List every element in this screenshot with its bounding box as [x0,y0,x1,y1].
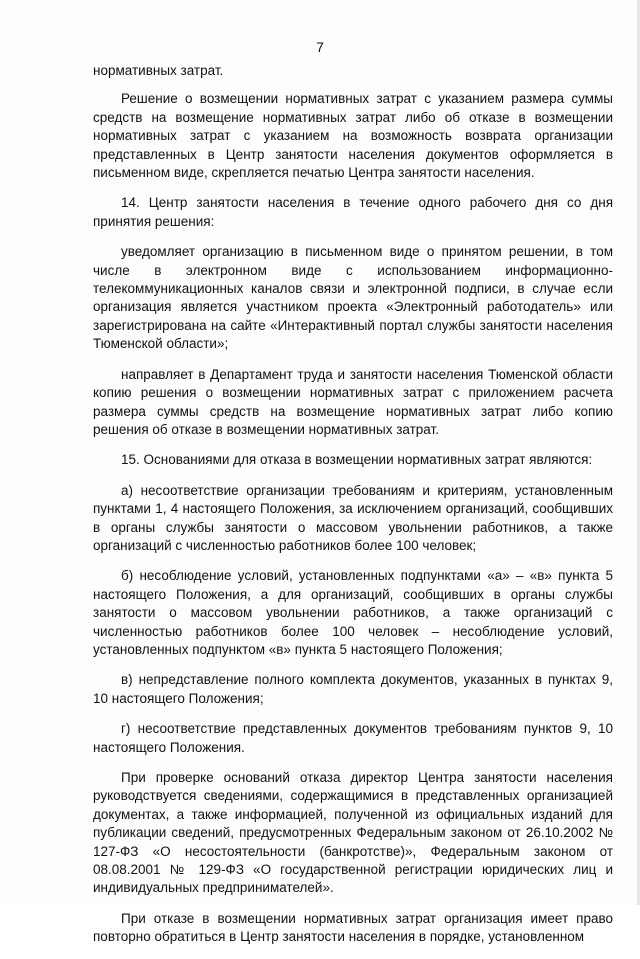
paragraph-reason-v: в) непредставление полного комплекта документов, указанных в пунктах 9, 10 настоящего Положения; [93,672,613,706]
paragraph-reapply: При отказе в возмещении нормативных затрат организация имеет право повторно обратиться в Центр занятости населения в порядке, установленном [93,910,613,945]
paragraph-item-14: 14. Центр занятости населения в течение одного рабочего дня со дня принятия решения: [93,195,613,229]
paragraph-reason-g: г) несоответствие представленных документов требованиям пунктов 9, 10 настоящего Положения. [93,721,613,755]
paragraph-item-15: 15. Основаниями для отказа в возмещении нормативных затрат являются: [121,452,593,468]
document-body [93,62,613,959]
paragraph-send-copy: направляет в Департамент труда и занятости населения Тюменской области копию решения о возмещении нормативных затрат с приложением расчета размера суммы средств на возмещение нормативных затрат либо копию решения об отказе в возмещении нормативных затрат. [93,366,613,437]
paragraph-decision: Решение о возмещении нормативных затрат с указанием размера суммы средств на возмещение нормативных затрат либо об отказе в возмещении нормативных затрат с указанием на возможность возврата организации представленных в Центр занятости населения документов оформляется в письменном виде, скрепляется печатью Центра занятости населения. [93,91,613,181]
paragraph-reason-a: а) несоответствие организации требованиям и критериям, установленным пунктами 1, 4 настоящего Положения, за исключением организаций, сообщивших в органы службы занятости о массовом увольнении работников, а также организаций с численностью работников более 100 человек; [93,482,613,553]
paragraph-continuation: нормативных затрат. [93,63,224,78]
paragraph-reason-b: б) несоблюдение условий, установленных подпунктами «а» – «в» пункта 5 настоящего Положения, а для организаций, сообщивших в органы службы занятости о массовом увольнении работников, а также организаций с численностью работников более 100 человек – несоблюдение условий, установленных подпунктом «в» пункта 5 настоящего Положения; [93,568,613,657]
paragraph-verification: При проверке оснований отказа директор Центра занятости населения руководствуется сведениями, содержащимися в представленных организацией документах, а также информацией, полученной из официальных изданий для публикации сведений, предусмотренных Федеральным законом от 26.10.2002 № 127-ФЗ «О несостоятельности (банкротстве)», Федеральным законом от 08.08.2001 № 129-ФЗ «О государственной регистрации юридических лиц и индивидуальных предпринимателей». [93,770,613,896]
paragraph-notify: уведомляет организацию в письменном виде о принятом решении, в том числе в электронном виде с использованием информационно-телекоммуникационных каналов связи и электронной подписи, в случае если организация является участником проекта «Электронный работодатель» или зарегистрирована на сайте «Интерактивный портал службы занятости населения Тюменской области»; [93,244,613,352]
page-number: 7 [316,39,324,55]
